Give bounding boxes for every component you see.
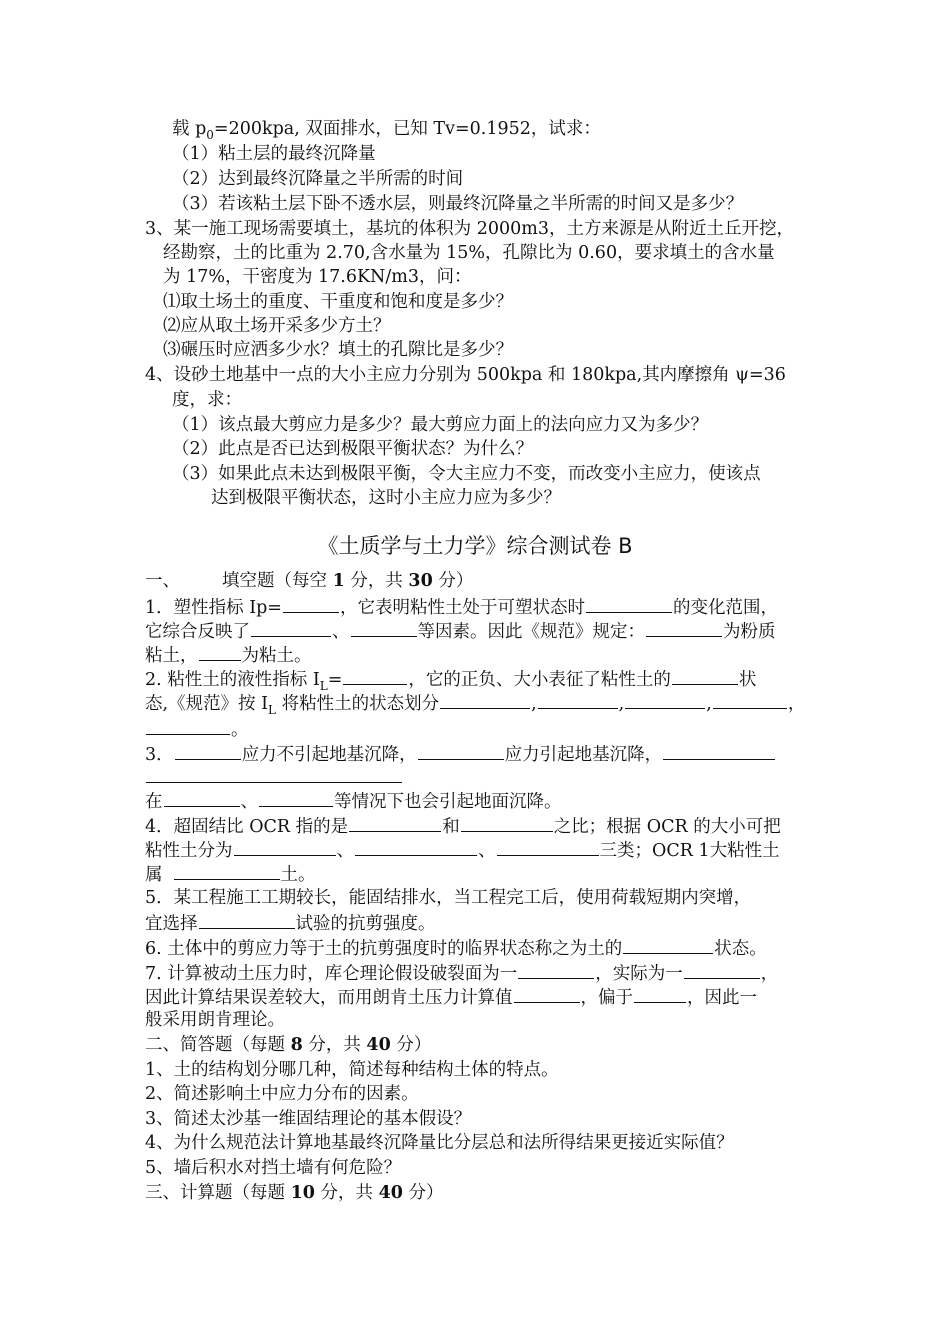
prev-q4-line2: 度，求：	[172, 390, 242, 410]
prev-sub-1: （1）粘土层的最终沉降量	[172, 144, 376, 164]
q7-line1: 7. 计算被动土压力时，库仑理论假设破裂面为一 ，实际为一 ，	[145, 960, 778, 986]
prev-q3-sub1: ⑴取土场土的重度、干重度和饱和度是多少？	[163, 292, 513, 312]
s2-item-1: 1、土的结构划分哪几种，简述每种结构土体的特点。	[145, 1060, 559, 1080]
q3-line1: 3． 应力不引起地基沉降， 应力引起地基沉降，	[145, 741, 776, 767]
blank[interactable]	[461, 813, 553, 832]
blank[interactable]	[625, 690, 705, 709]
blank[interactable]	[586, 594, 672, 613]
q3-line3: 在 、 等情况下也会引起地面沉降。	[145, 788, 562, 814]
prev-q3-line3: 为 17%，干密度为 17.6KN/m3，问：	[163, 267, 472, 287]
blank[interactable]	[164, 788, 240, 807]
prev-q3-line1: 3、某一施工现场需要填土，基坑的体积为 2000m3，土方来源是从附近土丘开挖，	[145, 219, 794, 239]
prev-q4-sub2: （2）此点是否已达到极限平衡状态？为什么？	[172, 439, 534, 459]
prev-q3-line2: 经勘察，土的比重为 2.70,含水量为 15%，孔隙比为 0.60，要求填土的含水量	[163, 243, 775, 263]
blank[interactable]	[355, 837, 477, 856]
blank[interactable]	[713, 690, 787, 709]
q3-line2	[145, 764, 403, 790]
blank[interactable]	[538, 690, 618, 709]
blank[interactable]	[349, 813, 441, 832]
s2-item-5: 5、墙后积水对挡土墙有何危险？	[145, 1158, 402, 1178]
prev-q4-sub1: （1）该点最大剪应力是多少？最大剪应力面上的法向应力又为多少？	[172, 415, 709, 435]
exam-title: 《土质学与土力学》综合测试卷 B	[317, 534, 633, 558]
prev-q4-sub3-cont: 达到极限平衡状态，这时小主应力应为多少？	[211, 488, 561, 508]
q4-line3: 属 土。	[145, 861, 316, 887]
blank[interactable]	[251, 618, 331, 637]
blank[interactable]	[175, 741, 241, 760]
prev-sub-3: （3）若该粘土层下卧不透水层，则最终沉降量之半所需的时间又是多少？	[172, 194, 744, 214]
blank[interactable]	[199, 642, 241, 661]
s2-item-4: 4、为什么规范法计算地基最终沉降量比分层总和法所得结果更接近实际值？	[145, 1133, 734, 1153]
q1-line1: 1．塑性指标 Ip= ，它表明粘性土处于可塑状态时 的变化范围，	[145, 594, 778, 620]
section3-heading: 三、计算题（每题 10 分，共 40 分）	[145, 1183, 444, 1203]
blank[interactable]	[672, 666, 738, 685]
blank[interactable]	[351, 618, 417, 637]
q7-line2: 因此计算结果误差较大，而用朗肯土压力计算值 ，偏于 ，因此一	[145, 984, 757, 1010]
blank[interactable]	[174, 861, 280, 880]
q5-line1: 5．某工程施工工期较长，能固结排水，当工程完工后，使用荷载短期内突增，	[145, 888, 752, 908]
blank[interactable]	[259, 788, 333, 807]
prev-q4-line1: 4、设砂土地基中一点的大小主应力分别为 500kpa 和 180kpa,其内摩擦角 ψ=36	[145, 365, 786, 385]
q6-line1: 6. 土体中的剪应力等于土的抗剪强度时的临界状态称之为土的 状态。	[145, 935, 767, 961]
blank[interactable]	[684, 960, 760, 979]
blank[interactable]	[663, 741, 775, 760]
q2-line2: 态,《规范》按 $I_L$ 将粘性土的状态划分 , , , ，	[145, 690, 805, 717]
q7-line3: 般采用朗肯理论。	[145, 1010, 285, 1030]
blank[interactable]	[440, 690, 530, 709]
prev-q3-sub3: ⑶碾压时应洒多少水？填土的孔隙比是多少？	[163, 340, 513, 360]
q5-line2: 宜选择 试验的抗剪强度。	[145, 910, 436, 936]
prev-sub-2: （2）达到最终沉降量之半所需的时间	[172, 169, 464, 189]
q1-line3: 粘土， 为粘土。	[145, 642, 312, 668]
blank[interactable]	[623, 935, 713, 954]
blank[interactable]	[518, 960, 594, 979]
s2-item-2: 2、简述影响土中应力分布的因素。	[145, 1084, 419, 1104]
blank[interactable]	[234, 837, 336, 856]
prev-q4-sub3: （3）如果此点未达到极限平衡，令大主应力不变，而改变小主应力，使该点	[172, 464, 761, 484]
blank[interactable]	[343, 666, 407, 685]
blank[interactable]	[497, 837, 599, 856]
blank[interactable]	[146, 764, 402, 783]
section2-heading: 二、简答题（每题 8 分，共 40 分）	[145, 1035, 432, 1055]
q4-line2: 粘性土分为 、 、 三类；OCR 1大粘性土	[145, 837, 780, 863]
blank[interactable]	[283, 594, 339, 613]
q1-line2: 它综合反映了 、 等因素。因此《规范》规定： 为粉质	[145, 618, 776, 644]
section1-heading: 一、 填空题（每空 1 分，共 30 分）	[145, 571, 474, 591]
prev-line-load: 载 $p_0=200kpa$, 双面排水，已知 Tv=0.1952，试求：	[172, 119, 601, 142]
blank[interactable]	[418, 741, 504, 760]
prev-q3-sub2: ⑵应从取土场开采多少方土？	[163, 316, 391, 336]
s2-item-3: 3、简述太沙基一维固结理论的基本假设？	[145, 1109, 472, 1129]
q2-line1: 2. 粘性土的液性指标 $I_L=$ ，它的正负、大小表征了粘性土的 状	[145, 666, 756, 693]
blank[interactable]	[146, 716, 230, 735]
blank[interactable]	[634, 984, 686, 1003]
blank[interactable]	[514, 984, 580, 1003]
q4-line1: 4．超固结比 OCR 指的是 和 之比；根据 OCR 的大小可把	[145, 813, 781, 839]
blank[interactable]	[199, 910, 295, 929]
q2-line3: 。	[145, 716, 249, 742]
blank[interactable]	[646, 618, 722, 637]
